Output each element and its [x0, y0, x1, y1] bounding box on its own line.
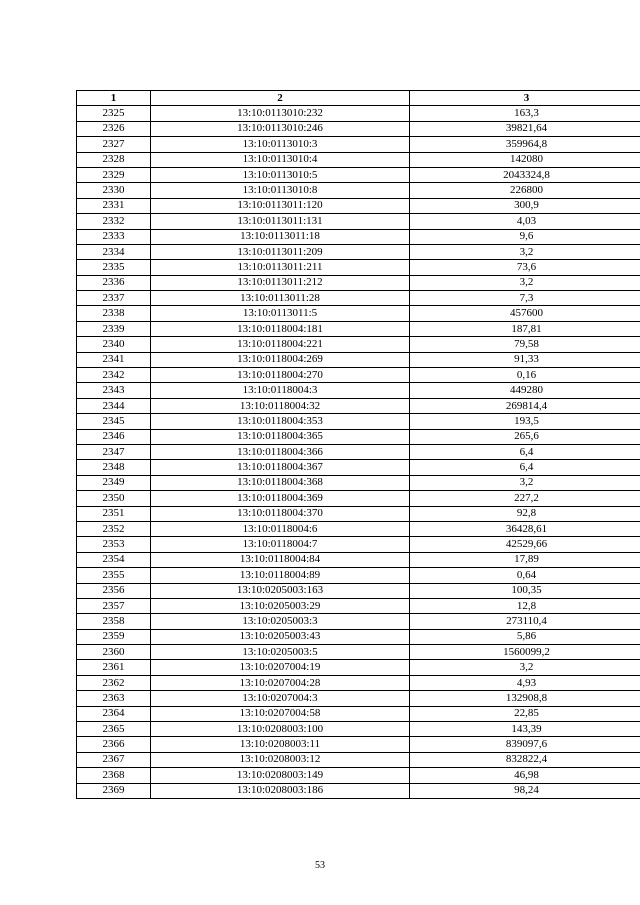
value-cell: 6,4	[410, 444, 640, 459]
value-cell: 226800	[410, 183, 640, 198]
value-cell: 359964,8	[410, 137, 640, 152]
row-number-cell: 2342	[77, 368, 151, 383]
value-cell: 839097,6	[410, 737, 640, 752]
value-cell: 4,93	[410, 675, 640, 690]
table-row	[77, 352, 640, 367]
table-row	[77, 167, 640, 182]
cadastral-number-cell: 13:10:0113011:212	[151, 275, 410, 290]
value-cell: 132908,8	[410, 691, 640, 706]
cadastral-number-cell: 13:10:0118004:270	[151, 368, 410, 383]
row-number-cell: 2354	[77, 552, 151, 567]
value-cell: 42529,66	[410, 537, 640, 552]
value-cell: 46,98	[410, 768, 640, 783]
table-row	[77, 691, 640, 706]
cadastral-number-cell: 13:10:0118004:368	[151, 475, 410, 490]
cadastral-number-cell: 13:10:0205003:3	[151, 614, 410, 629]
column-header-1: 1	[77, 91, 151, 106]
table-row	[77, 752, 640, 767]
table-row	[77, 783, 640, 798]
cadastral-number-cell: 13:10:0208003:149	[151, 768, 410, 783]
registry-table-container	[76, 90, 640, 799]
table-row	[77, 722, 640, 737]
table-row	[77, 275, 640, 290]
table-row	[77, 660, 640, 675]
row-number-cell: 2346	[77, 429, 151, 444]
value-cell: 17,89	[410, 552, 640, 567]
table-row	[77, 645, 640, 660]
row-number-cell: 2368	[77, 768, 151, 783]
table-row	[77, 398, 640, 413]
row-number-cell: 2333	[77, 229, 151, 244]
cadastral-number-cell: 13:10:0208003:186	[151, 783, 410, 798]
table-row	[77, 214, 640, 229]
table-row	[77, 229, 640, 244]
table-row	[77, 552, 640, 567]
table-row	[77, 337, 640, 352]
cadastral-number-cell: 13:10:0118004:3	[151, 383, 410, 398]
table-row	[77, 475, 640, 490]
cadastral-number-cell: 13:10:0113011:209	[151, 244, 410, 259]
table-row	[77, 614, 640, 629]
table-body	[77, 106, 640, 799]
row-number-cell: 2367	[77, 752, 151, 767]
row-number-cell: 2339	[77, 321, 151, 336]
value-cell: 73,6	[410, 260, 640, 275]
cadastral-number-cell: 13:10:0113010:246	[151, 121, 410, 136]
cadastral-number-cell: 13:10:0118004:89	[151, 568, 410, 583]
value-cell: 100,35	[410, 583, 640, 598]
row-number-cell: 2359	[77, 629, 151, 644]
row-number-cell: 2349	[77, 475, 151, 490]
value-cell: 449280	[410, 383, 640, 398]
value-cell: 6,4	[410, 460, 640, 475]
cadastral-number-cell: 13:10:0205003:163	[151, 583, 410, 598]
value-cell: 92,8	[410, 506, 640, 521]
value-cell: 300,9	[410, 198, 640, 213]
table-row	[77, 198, 640, 213]
table-row	[77, 706, 640, 721]
value-cell: 163,3	[410, 106, 640, 121]
table-row	[77, 598, 640, 613]
cadastral-number-cell: 13:10:0118004:367	[151, 460, 410, 475]
value-cell: 12,8	[410, 598, 640, 613]
table-row	[77, 152, 640, 167]
table-row	[77, 675, 640, 690]
row-number-cell: 2363	[77, 691, 151, 706]
value-cell: 0,16	[410, 368, 640, 383]
row-number-cell: 2348	[77, 460, 151, 475]
row-number-cell: 2331	[77, 198, 151, 213]
value-cell: 227,2	[410, 491, 640, 506]
cadastral-number-cell: 13:10:0118004:6	[151, 521, 410, 536]
cadastral-number-cell: 13:10:0208003:11	[151, 737, 410, 752]
cadastral-number-cell: 13:10:0113011:5	[151, 306, 410, 321]
cadastral-number-cell: 13:10:0113011:28	[151, 291, 410, 306]
table-row	[77, 137, 640, 152]
value-cell: 142080	[410, 152, 640, 167]
value-cell: 4,03	[410, 214, 640, 229]
cadastral-number-cell: 13:10:0113011:18	[151, 229, 410, 244]
table-row	[77, 106, 640, 121]
cadastral-number-cell: 13:10:0113010:5	[151, 167, 410, 182]
cadastral-number-cell: 13:10:0113011:120	[151, 198, 410, 213]
table-row	[77, 521, 640, 536]
value-cell: 91,33	[410, 352, 640, 367]
cadastral-number-cell: 13:10:0113010:3	[151, 137, 410, 152]
value-cell: 3,2	[410, 244, 640, 259]
cadastral-number-cell: 13:10:0118004:353	[151, 414, 410, 429]
registry-table	[76, 90, 640, 799]
value-cell: 273110,4	[410, 614, 640, 629]
value-cell: 2043324,8	[410, 167, 640, 182]
row-number-cell: 2341	[77, 352, 151, 367]
table-row	[77, 260, 640, 275]
cadastral-number-cell: 13:10:0118004:84	[151, 552, 410, 567]
cadastral-number-cell: 13:10:0207004:3	[151, 691, 410, 706]
value-cell: 22,85	[410, 706, 640, 721]
row-number-cell: 2340	[77, 337, 151, 352]
table-row	[77, 291, 640, 306]
table-row	[77, 537, 640, 552]
row-number-cell: 2360	[77, 645, 151, 660]
row-number-cell: 2350	[77, 491, 151, 506]
value-cell: 7,3	[410, 291, 640, 306]
row-number-cell: 2343	[77, 383, 151, 398]
row-number-cell: 2365	[77, 722, 151, 737]
cadastral-number-cell: 13:10:0205003:29	[151, 598, 410, 613]
value-cell: 39821,64	[410, 121, 640, 136]
cadastral-number-cell: 13:10:0205003:43	[151, 629, 410, 644]
value-cell: 187,81	[410, 321, 640, 336]
table-header-row	[77, 91, 640, 106]
table-row	[77, 244, 640, 259]
table-row	[77, 568, 640, 583]
value-cell: 36428,61	[410, 521, 640, 536]
cadastral-number-cell: 13:10:0207004:58	[151, 706, 410, 721]
cadastral-number-cell: 13:10:0207004:19	[151, 660, 410, 675]
value-cell: 269814,4	[410, 398, 640, 413]
row-number-cell: 2326	[77, 121, 151, 136]
table-row	[77, 121, 640, 136]
cadastral-number-cell: 13:10:0207004:28	[151, 675, 410, 690]
cadastral-number-cell: 13:10:0113011:131	[151, 214, 410, 229]
row-number-cell: 2329	[77, 167, 151, 182]
row-number-cell: 2335	[77, 260, 151, 275]
row-number-cell: 2362	[77, 675, 151, 690]
row-number-cell: 2330	[77, 183, 151, 198]
value-cell: 832822,4	[410, 752, 640, 767]
value-cell: 265,6	[410, 429, 640, 444]
row-number-cell: 2327	[77, 137, 151, 152]
cadastral-number-cell: 13:10:0208003:12	[151, 752, 410, 767]
value-cell: 1560099,2	[410, 645, 640, 660]
value-cell: 98,24	[410, 783, 640, 798]
row-number-cell: 2369	[77, 783, 151, 798]
row-number-cell: 2332	[77, 214, 151, 229]
column-header-2: 2	[151, 91, 410, 106]
table-row	[77, 506, 640, 521]
row-number-cell: 2361	[77, 660, 151, 675]
cadastral-number-cell: 13:10:0118004:370	[151, 506, 410, 521]
table-row	[77, 414, 640, 429]
value-cell: 3,2	[410, 275, 640, 290]
table-row	[77, 444, 640, 459]
table-row	[77, 491, 640, 506]
row-number-cell: 2357	[77, 598, 151, 613]
row-number-cell: 2356	[77, 583, 151, 598]
cadastral-number-cell: 13:10:0118004:221	[151, 337, 410, 352]
row-number-cell: 2336	[77, 275, 151, 290]
value-cell: 457600	[410, 306, 640, 321]
cadastral-number-cell: 13:10:0118004:365	[151, 429, 410, 444]
row-number-cell: 2334	[77, 244, 151, 259]
cadastral-number-cell: 13:10:0118004:181	[151, 321, 410, 336]
value-cell: 9,6	[410, 229, 640, 244]
cadastral-number-cell: 13:10:0113010:232	[151, 106, 410, 121]
table-row	[77, 583, 640, 598]
column-header-3: 3	[410, 91, 640, 106]
value-cell: 143,39	[410, 722, 640, 737]
cadastral-number-cell: 13:10:0113010:8	[151, 183, 410, 198]
value-cell: 193,5	[410, 414, 640, 429]
table-row	[77, 768, 640, 783]
row-number-cell: 2337	[77, 291, 151, 306]
page-number: 53	[315, 860, 325, 871]
table-row	[77, 368, 640, 383]
value-cell: 79,58	[410, 337, 640, 352]
row-number-cell: 2358	[77, 614, 151, 629]
row-number-cell: 2338	[77, 306, 151, 321]
cadastral-number-cell: 13:10:0118004:7	[151, 537, 410, 552]
cadastral-number-cell: 13:10:0208003:100	[151, 722, 410, 737]
row-number-cell: 2328	[77, 152, 151, 167]
value-cell: 0,64	[410, 568, 640, 583]
cadastral-number-cell: 13:10:0118004:369	[151, 491, 410, 506]
table-row	[77, 306, 640, 321]
cadastral-number-cell: 13:10:0113011:211	[151, 260, 410, 275]
row-number-cell: 2355	[77, 568, 151, 583]
table-row	[77, 383, 640, 398]
table-row	[77, 183, 640, 198]
row-number-cell: 2364	[77, 706, 151, 721]
row-number-cell: 2351	[77, 506, 151, 521]
row-number-cell: 2344	[77, 398, 151, 413]
cadastral-number-cell: 13:10:0118004:366	[151, 444, 410, 459]
table-row	[77, 629, 640, 644]
table-row	[77, 429, 640, 444]
cadastral-number-cell: 13:10:0205003:5	[151, 645, 410, 660]
table-row	[77, 321, 640, 336]
value-cell: 3,2	[410, 660, 640, 675]
table-row	[77, 460, 640, 475]
row-number-cell: 2352	[77, 521, 151, 536]
row-number-cell: 2366	[77, 737, 151, 752]
value-cell: 3,2	[410, 475, 640, 490]
row-number-cell: 2347	[77, 444, 151, 459]
cadastral-number-cell: 13:10:0118004:32	[151, 398, 410, 413]
cadastral-number-cell: 13:10:0113010:4	[151, 152, 410, 167]
cadastral-number-cell: 13:10:0118004:269	[151, 352, 410, 367]
row-number-cell: 2345	[77, 414, 151, 429]
table-row	[77, 737, 640, 752]
row-number-cell: 2353	[77, 537, 151, 552]
row-number-cell: 2325	[77, 106, 151, 121]
value-cell: 5,86	[410, 629, 640, 644]
